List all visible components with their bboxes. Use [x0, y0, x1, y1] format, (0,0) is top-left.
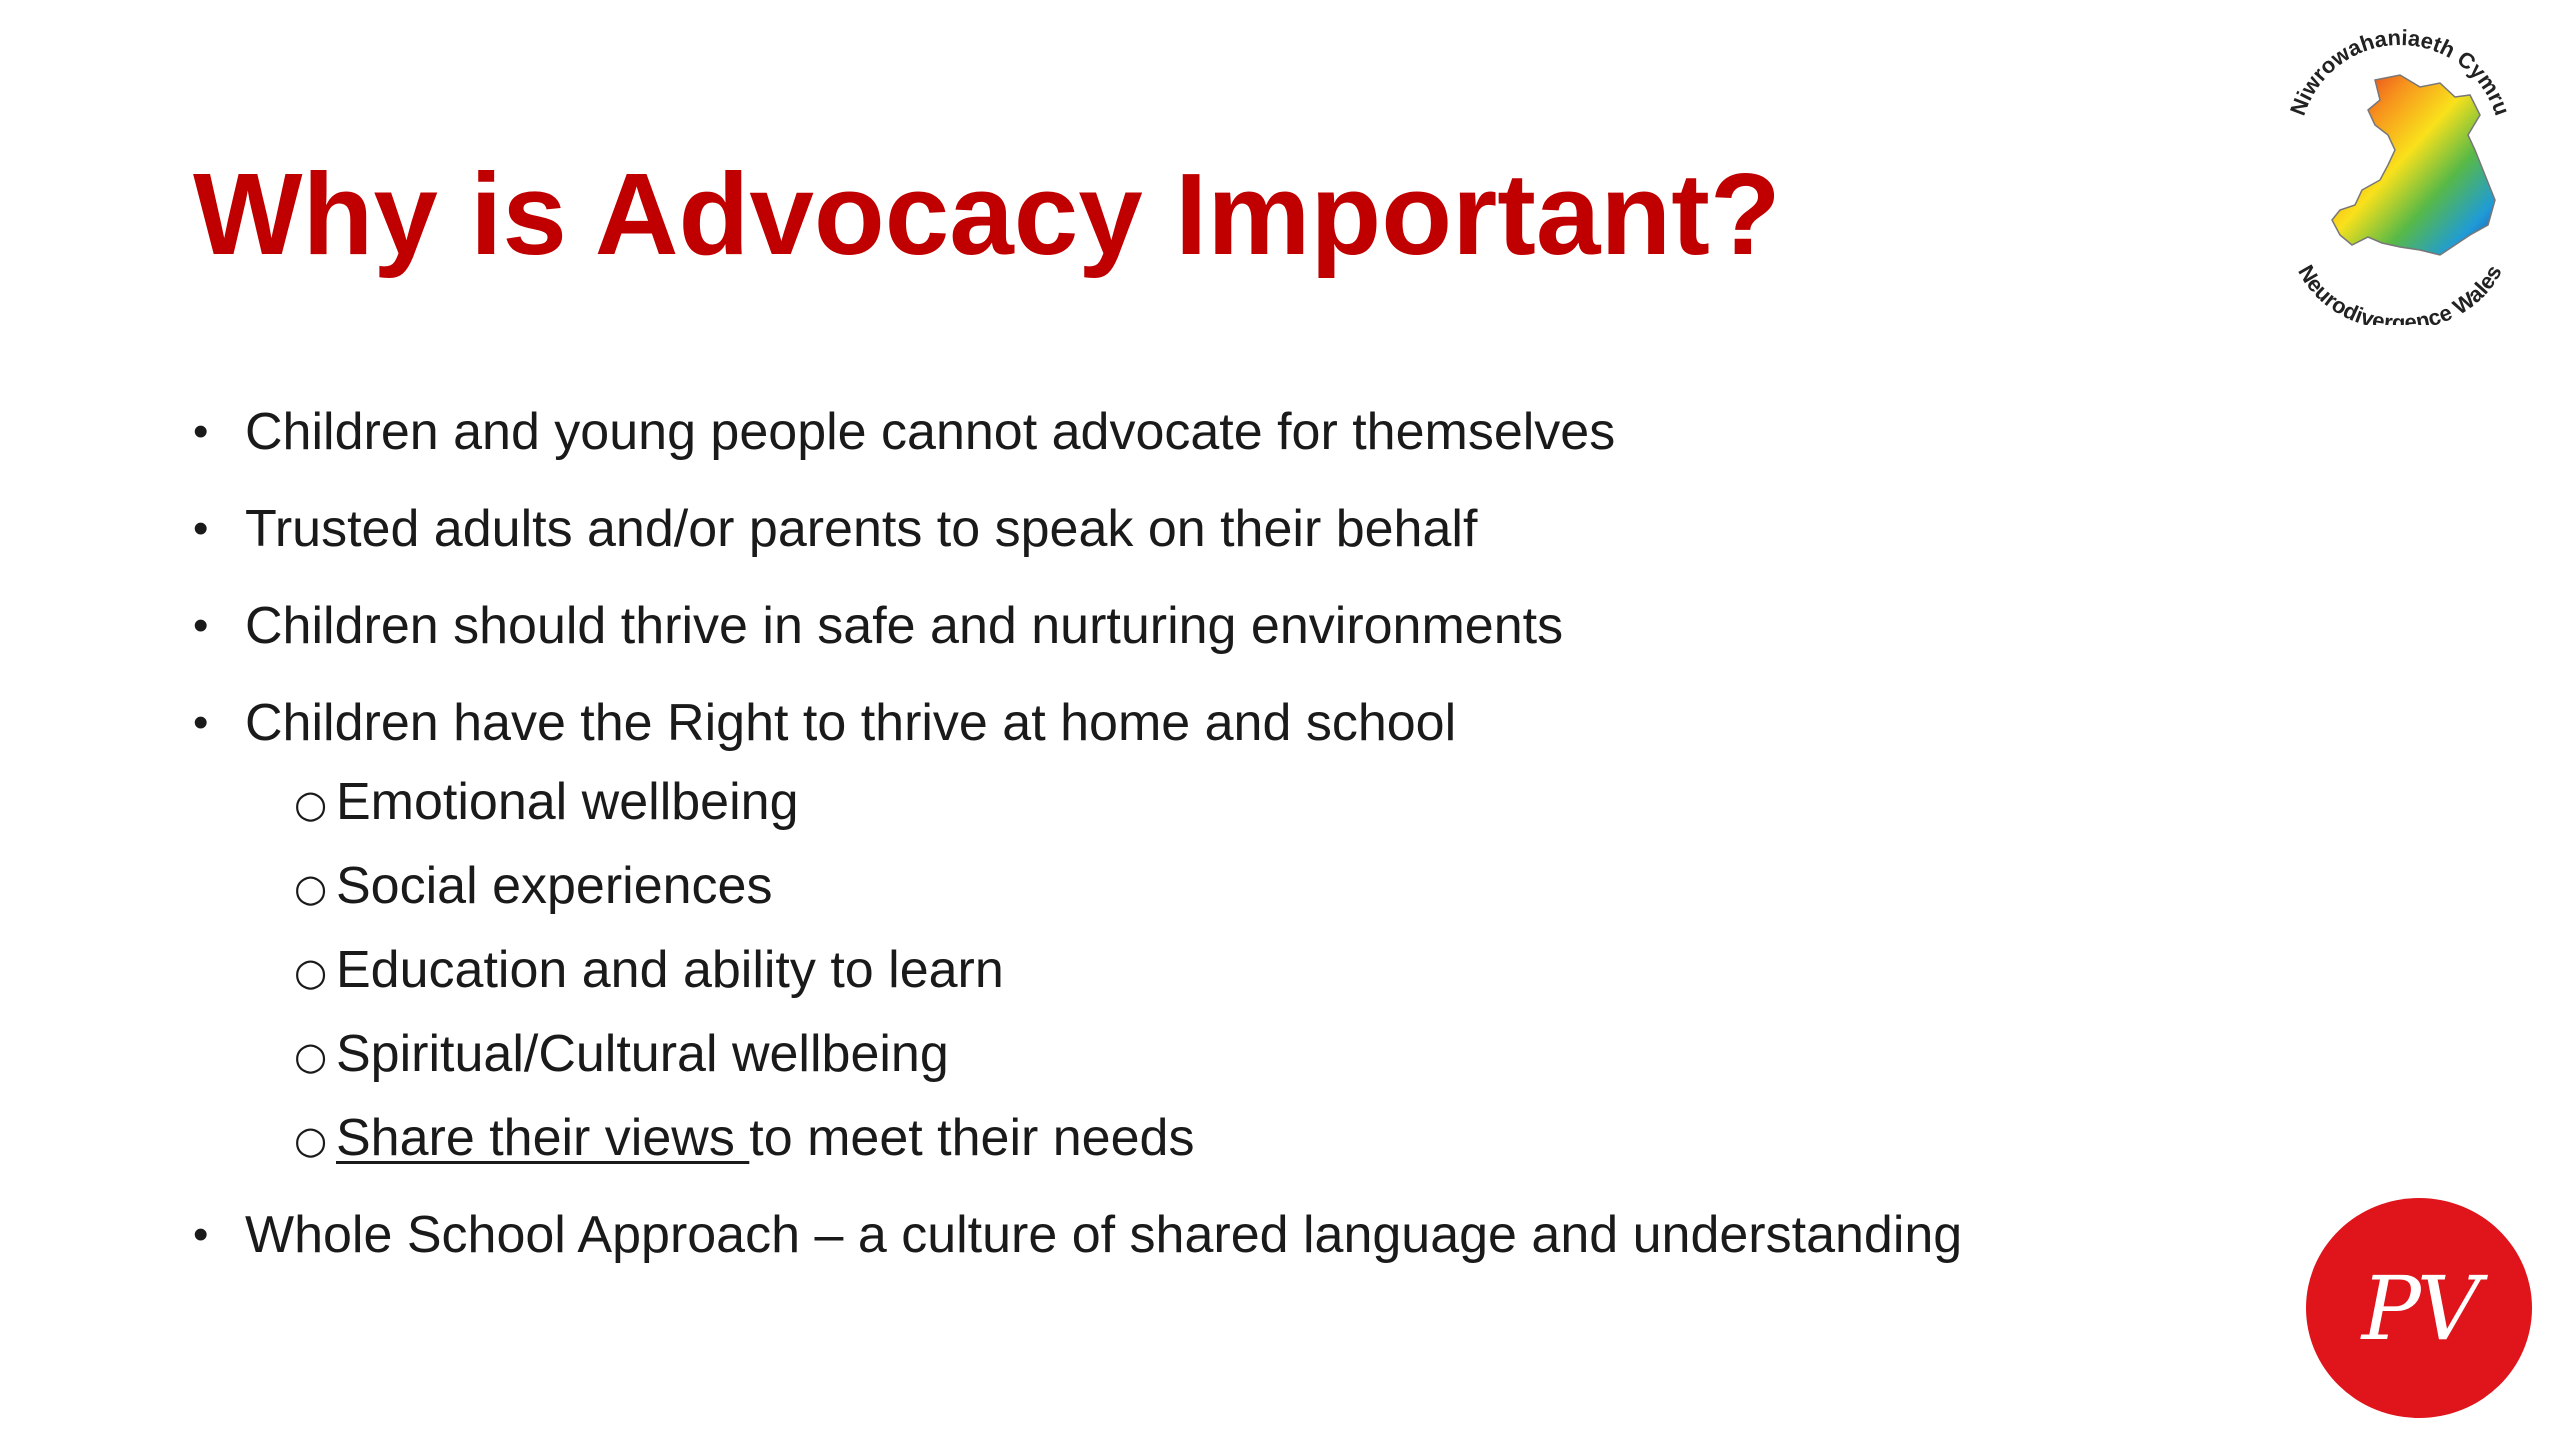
bullet-text: Children have the Right to thrive at home and school: [245, 694, 1457, 752]
sub-bullet-text: Education and ability to learn: [336, 941, 1004, 999]
pv-badge-text: PV: [2361, 1256, 2477, 1360]
sub-bullet-text: to meet their needs: [749, 1109, 1195, 1167]
bullet-marker: •: [193, 504, 209, 553]
sub-bullet-list: [193, 770, 2243, 1170]
sub-bullet-text: Emotional wellbeing: [336, 773, 799, 831]
bullet-text: Whole School Approach – a culture of shared language and understanding: [245, 1206, 1963, 1264]
sub-bullet-item: [296, 1022, 2243, 1086]
sub-bullet-item: [296, 1106, 2243, 1170]
sub-bullet-marker: ○: [294, 950, 328, 994]
bullet-text: Children and young people cannot advocate for themselves: [245, 403, 1616, 461]
svg-text:Neurodivergence Wales: [2293, 261, 2506, 325]
pv-badge: [2306, 1198, 2532, 1418]
bullet-marker: •: [193, 407, 209, 456]
sub-bullet-item: [296, 854, 2243, 918]
bullet-item: [193, 497, 2243, 561]
logo-top-text: Niwrowahaniaeth Cymru: [2285, 25, 2516, 119]
neurodivergence-wales-logo: [2270, 25, 2530, 325]
sub-bullet-marker: ○: [294, 1118, 328, 1162]
sub-bullet-item: [296, 938, 2243, 1002]
bullet-item: [193, 594, 2243, 658]
bullet-text: Trusted adults and/or parents to speak on their behalf: [245, 500, 1478, 558]
bullet-marker: •: [193, 698, 209, 747]
wales-map-icon: [2270, 25, 2530, 325]
bullet-text: Children should thrive in safe and nurturing environments: [245, 597, 1564, 655]
sub-bullet-marker: ○: [294, 866, 328, 910]
bullet-list: [193, 400, 2243, 1300]
logo-bottom-text: Neurodivergence Wales: [2293, 260, 2507, 325]
bullet-item: [193, 691, 2243, 755]
bullet-marker: •: [193, 601, 209, 650]
sub-bullet-marker: ○: [294, 782, 328, 826]
sub-bullet-text: Social experiences: [336, 857, 773, 915]
slide-title: Why is Advocacy Important?: [193, 149, 1781, 279]
sub-bullet-marker: ○: [294, 1034, 328, 1078]
underlined-text: Share their views: [336, 1109, 750, 1167]
sub-bullet-item: [296, 770, 2243, 834]
sub-bullet-text: Spiritual/Cultural wellbeing: [336, 1025, 949, 1083]
bullet-item: [193, 1203, 2243, 1267]
bullet-item: [193, 400, 2243, 464]
bullet-marker: •: [193, 1210, 209, 1259]
